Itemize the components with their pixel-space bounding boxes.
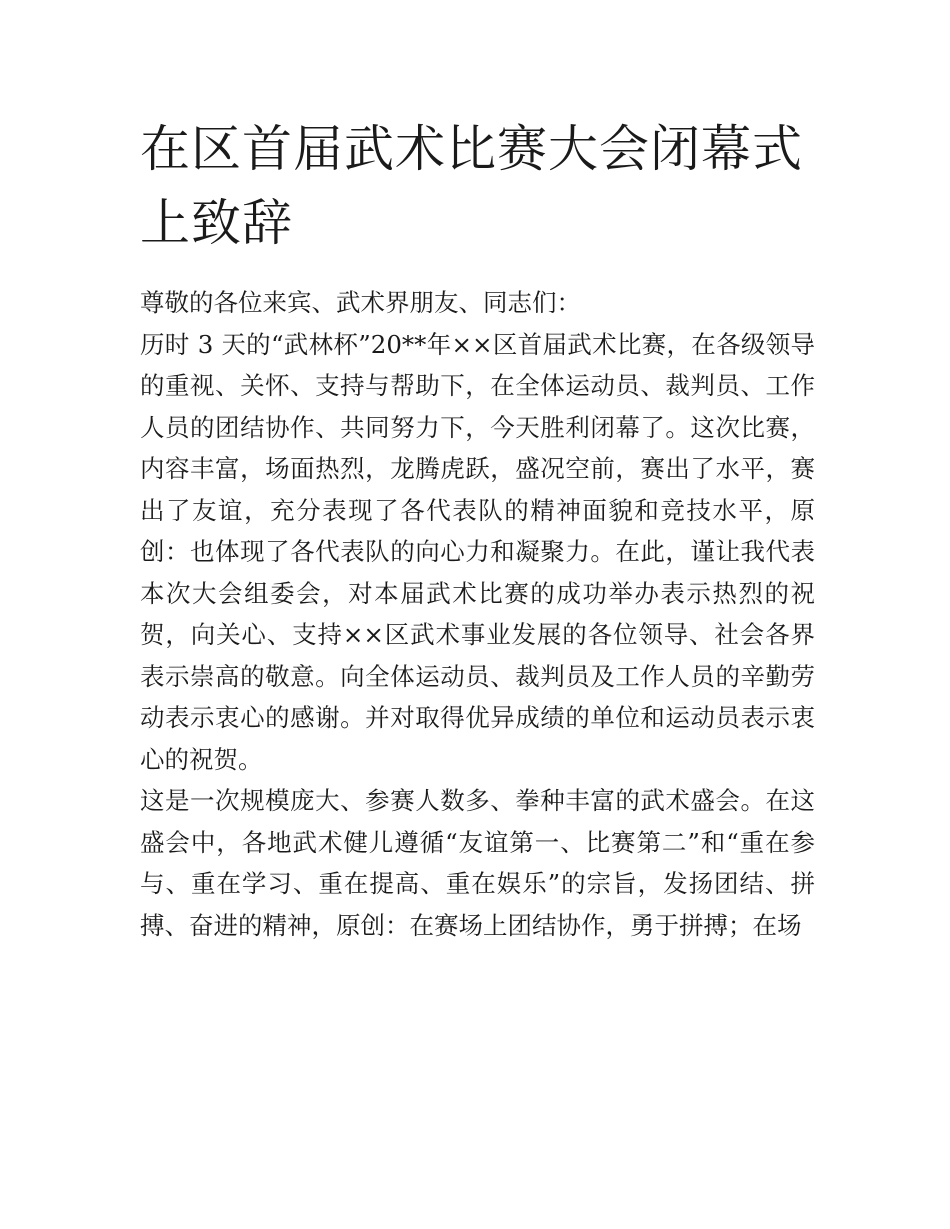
greeting-paragraph: 尊敬的各位来宾、武术界朋友、同志们： — [140, 288, 581, 317]
body-paragraph-1: 历时 3 天的“武林杯”20**年××区首届武术比赛，在各级领导的重视、关怀、支持与帮助下，在全体运动员、裁判员、工作人员的团结协作、共同努力下，今天胜利闭幕了。这次比赛，内容丰富，场面热烈，龙腾虎跃，盛况空前，赛出了水平，赛出了友谊，充分表现了各代表队的精神面貌和竞技水平，原创：也体现了各代表队的向心力和凝聚力。在此，谨让我代表本次大会组委会，对本届武术比赛的成功举办表示热烈的祝贺，向关心、支持××区武术事业发展的各位领导、社会各界表示崇高的敬意。向全体运动员、裁判员及工作人员的辛勤劳动表示衷心的感谢。并对取得优异成绩的单位和运动员表示衷心的祝贺。 — [140, 329, 815, 774]
document-body — [140, 282, 815, 946]
document-title: 在区首届武术比赛大会闭幕式上致辞 — [140, 120, 803, 252]
body-paragraph-2: 这是一次规模庞大、参赛人数多、拳种丰富的武术盛会。在这盛会中，各地武术健儿遵循“友谊第一、比赛第二”和“重在参与、重在学习、重在提高、重在娱乐”的宗旨，发扬团结、拼搏、奋进的精神，原创：在赛场上团结协作，勇于拼搏；在场 — [140, 786, 815, 940]
